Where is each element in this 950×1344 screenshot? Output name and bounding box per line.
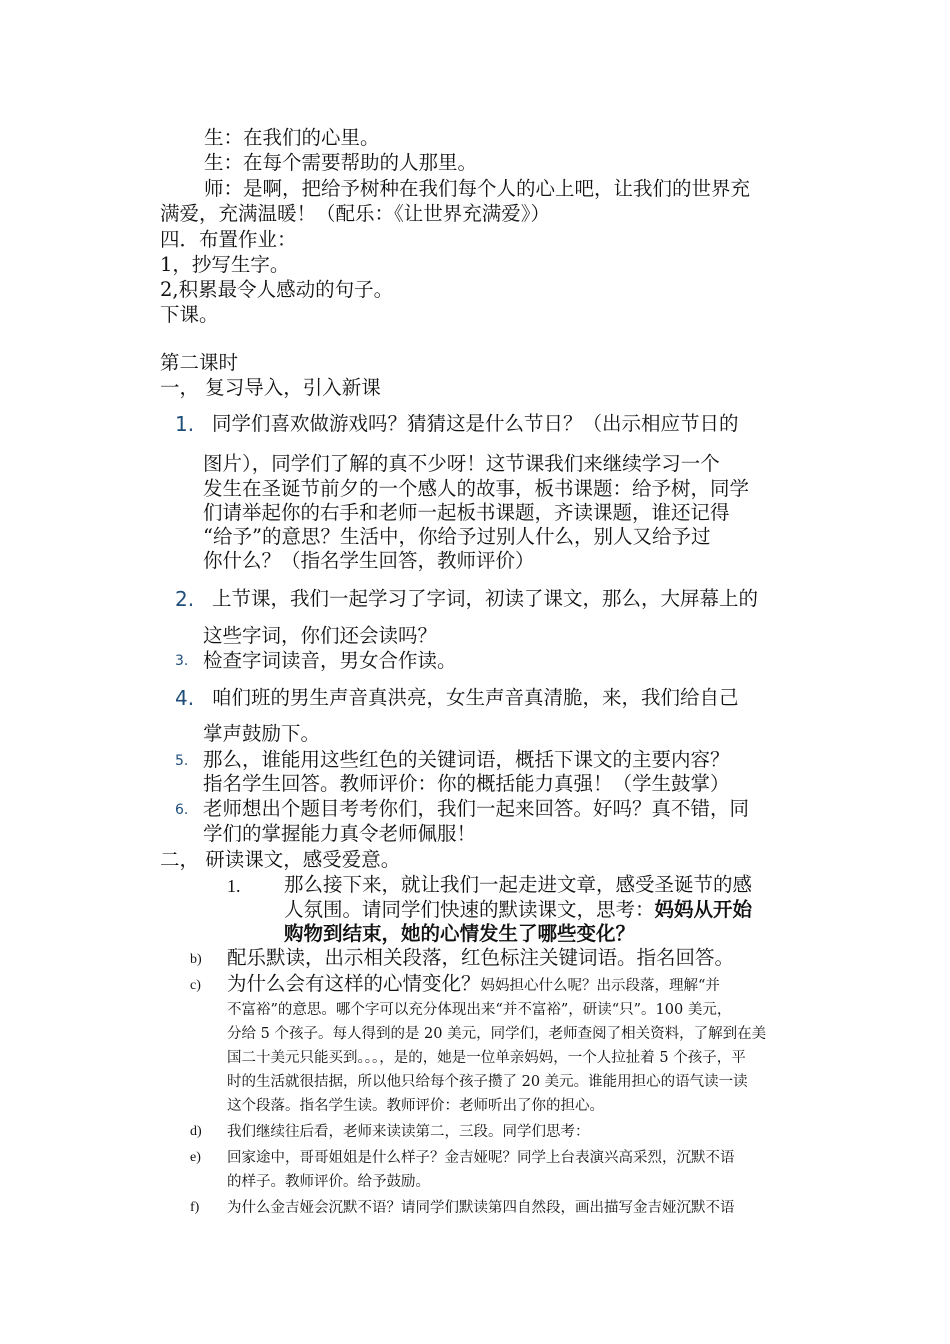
list-item-text: 发生在圣诞节前夕的一个感人的故事，板书课题：给予树，同学 [203,477,750,500]
text-line: 下课。 [160,303,219,326]
list-item-text: 们请举起你的右手和老师一起板书课题，齐读课题，谁还记得 [203,501,730,524]
list-item-text: 这些字词，你们还会读吗？ [203,624,438,647]
list-item-text: “给予”的意思？生活中，你给予过别人什么，别人又给予过 [203,525,711,548]
section-heading: 一， 复习导入，引入新课 [160,376,381,399]
list-marker: 6. [175,802,189,818]
list-item-text: 为什么会有这样的心情变化？妈妈担心什么呢？出示段落，理解“并 [227,972,720,995]
list-item-text: 图片），同学们了解的真不少呀！这节课我们来继续学习一个 [203,452,720,475]
list-item-text: 咱们班的男生声音真洪亮，女生声音真清脆，来，我们给自己 [212,686,739,709]
lesson-title: 第二课时 [160,351,239,374]
list-item-text: 学们的掌握能力真令老师佩服！ [203,822,477,845]
list-marker: 2. [175,587,195,611]
list-marker: 3. [175,653,189,669]
list-marker: c) [190,978,201,993]
text-line: 2,积累最令人感动的句子。 [160,278,394,301]
list-marker: b) [190,952,202,967]
list-item-text: 配乐默读，出示相关段落，红色标注关键词语。指名回答。 [227,946,735,969]
text-line: 生：在每个需要帮助的人那里。 [204,151,478,174]
list-item-text: 的样子。教师评价。给予鼓励。 [227,1174,430,1190]
list-item-text: 掌声鼓励下。 [203,722,321,745]
list-marker: d) [190,1124,202,1139]
section-heading: 二， 研读课文，感受爱意。 [160,848,401,871]
text-line: 1，抄写生字。 [160,253,290,276]
list-item-text: 我们继续往后看，老师来读读第二，三段。同学们思考： [227,1124,590,1140]
list-item-text: 购物到结束，她的心情发生了哪些变化？ [284,922,636,945]
list-item-text: 分给 5 个孩子。每人得到的是 20 美元，同学们，老师查阅了相关资料，了解到在美 [227,1026,767,1042]
list-marker: 1. [175,412,195,436]
list-item-text: 上节课，我们一起学习了字词，初读了课文，那么，大屏幕上的 [212,587,759,610]
list-item-text: 时的生活就很拮据，所以他只给每个孩子攒了 20 美元。谁能用担心的语气读一读 [227,1074,748,1090]
list-item-text: 不富裕”的意思。哪个字可以充分体现出来“并不富裕”，研读“只”。100 美元， [227,1002,732,1018]
list-item-text: 同学们喜欢做游戏吗？猜猜这是什么节日？（出示相应节日的 [212,412,739,435]
list-item-text: 人氛围。请同学们快速的默读课文，思考：妈妈从开始 [284,898,753,921]
list-marker: e) [190,1150,201,1165]
list-marker: f) [190,1200,200,1215]
list-item-text: 你什么？（指名学生回答，教师评价） [203,549,535,572]
list-item-text: 为什么金吉娅会沉默不语？请同学们默读第四自然段，画出描写金吉娅沉默不语 [227,1200,735,1216]
text-line: 生：在我们的心里。 [204,126,380,149]
list-item-text: 回家途中，哥哥姐姐是什么样子？金吉娅呢？同学上台表演兴高采烈，沉默不语 [227,1150,735,1166]
list-item-text: 那么，谁能用这些红色的关键词语，概括下课文的主要内容？ [203,748,730,771]
list-item-text: 指名学生回答。教师评价：你的概括能力真强！（学生鼓掌） [203,772,730,795]
list-item-text: 国二十美元只能买到。。。，是的，她是一位单亲妈妈，一个人拉扯着 5 个孩子，平 [227,1050,746,1066]
list-item-text: 老师想出个题目考考你们，我们一起来回答。好吗？真不错，同 [203,797,750,820]
list-item-text: 检查字词读音，男女合作读。 [203,649,457,672]
list-marker: 1. [227,876,241,896]
list-marker: 5. [175,753,189,769]
text-line: 满爱，充满温暖！（配乐：《让世界充满爱》） [160,202,551,225]
list-marker: 4. [175,686,195,710]
list-item-text: 这个段落。指名学生读。教师评价：老师听出了你的担心。 [227,1098,604,1114]
section-heading: 四．布置作业： [160,228,297,251]
list-item-text: 那么接下来，就让我们一起走进文章，感受圣诞节的感 [284,873,753,896]
text-line: 师：是啊，把给予树种在我们每个人的心上吧，让我们的世界充 [204,177,751,200]
